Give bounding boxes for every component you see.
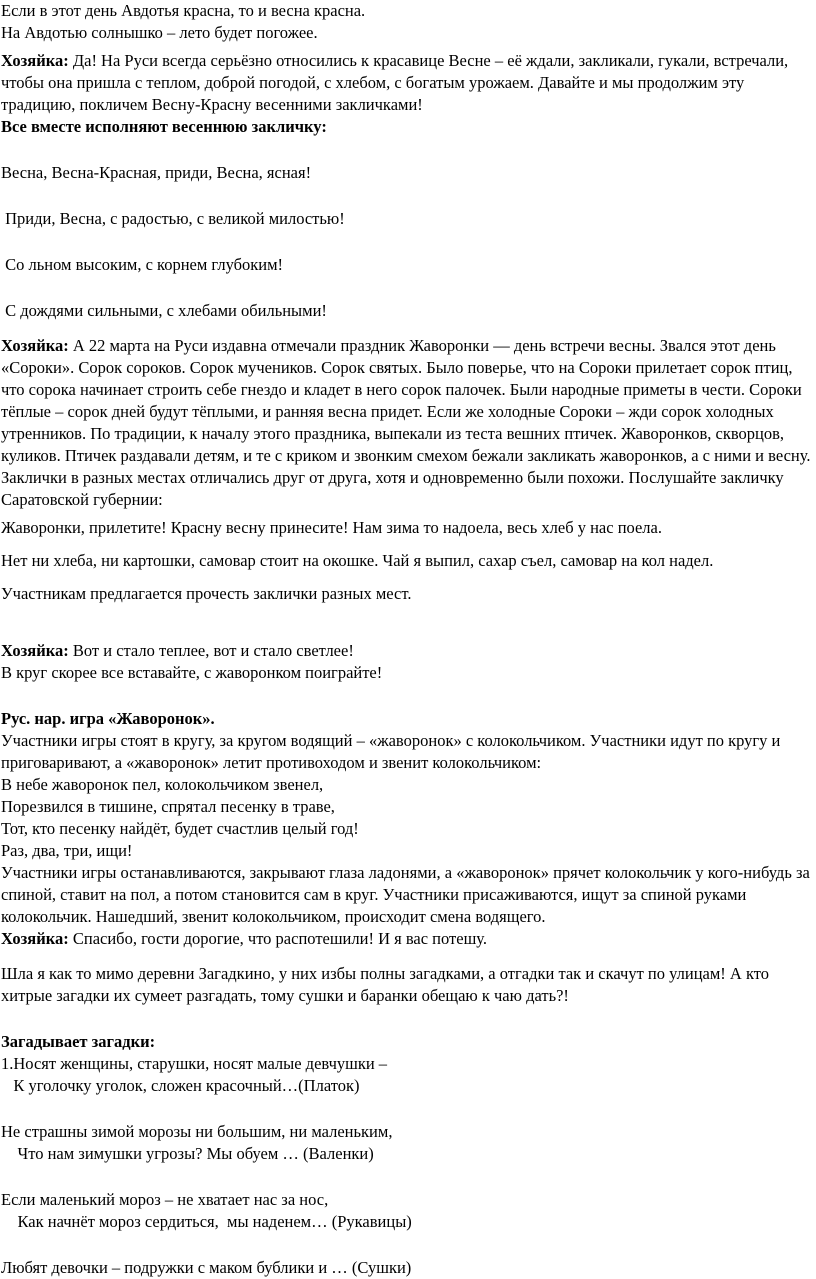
text-line: В круг скорее все вставайте, с жаворонком поиграйте! xyxy=(1,663,383,682)
verse-line: Порезвился в тишине, спрятал песенку в траве, xyxy=(1,797,335,816)
paragraph xyxy=(1,928,813,950)
paragraph-text: Да! На Руси всегда серьёзно относились к красавице Весне – её ждали, закликали, гукали, встречали, чтобы она пришла с теплом, доброй погодой, с хлебом, с богатым урожаем. Давайте и мы продолжим эту традицию, покличем Весну-Красну весенними закличками! xyxy=(1,51,789,114)
riddle-line: К уголочку уголок, сложен красочный…(Платок) xyxy=(1,1076,360,1095)
paragraph xyxy=(1,640,813,662)
text-line: На Авдотью солнышко – лето будет погожее. xyxy=(1,23,318,42)
verse-line: В небе жаворонок пел, колокольчиком звенел, xyxy=(1,775,324,794)
text-line: Если в этот день Авдотья красна, то и весна красна. xyxy=(1,1,366,20)
speaker-label: Хозяйка: xyxy=(1,929,69,948)
riddle-line: Не страшны зимой морозы ни большим, ни маленьким, xyxy=(1,1122,393,1141)
text-line: Участникам предлагается прочесть заклички разных мест. xyxy=(1,584,412,603)
verse-line: Со льном высоким, с корнем глубоким! xyxy=(1,255,284,274)
riddles-title: Загадывает загадки: xyxy=(1,1032,156,1051)
verse-line: Весна, Весна-Красная, приди, Весна, ясная! xyxy=(1,163,312,182)
document-page xyxy=(1,0,813,1279)
paragraph xyxy=(1,50,813,116)
stage-direction: Все вместе исполняют весеннюю закличку: xyxy=(1,117,327,136)
riddle-line: Как начнёт мороз сердиться, мы наденем… (Рукавицы) xyxy=(1,1212,412,1231)
game-title: Рус. нар. игра «Жаворонок». xyxy=(1,709,215,728)
riddle-line: 1.Носят женщины, старушки, носят малые девчушки – xyxy=(1,1054,388,1073)
zaklichka-line: Жаворонки, прилетите! Красну весну принесите! Нам зима то надоела, весь хлеб у нас поела. xyxy=(1,518,662,537)
zaklichka-line: Нет ни хлеба, ни картошки, самовар стоит на окошке. Чай я выпил, сахар съел, самовар на кол надел. xyxy=(1,551,714,570)
riddle-line: Любят девочки – подружки с маком бублики и … (Сушки) xyxy=(1,1258,412,1277)
riddle-line: Что нам зимушки угрозы? Мы обуем … (Валенки) xyxy=(1,1144,374,1163)
verse-line: Тот, кто песенку найдёт, будет счастлив целый год! xyxy=(1,819,359,838)
paragraph xyxy=(1,335,813,511)
paragraph-text: А 22 марта на Руси издавна отмечали праздник Жаворонки — день встречи весны. Звался этот день «Сороки». Сорок сороков. Сорок мучеников. Сорок святых. Было поверье, что на Сороки прилетает сорок птиц, что сорока начинает строить себе гнездо и кладет в него сорок палочек. Были народные приметы в чести. Сороки тёплые – сорок дней будут тёплыми, и ранняя весна придет. Если же холодные Сороки – жди сорок холодных утренников. По традиции, к началу этого праздника, выпекали из теста вешних птичек. Жаворонков, скворцов, куликов. Птичек раздавали детям, и те с криком и звонким смехом бежали закликать жаворонков, а с ними и весну. Заклички в разных местах отличались друг от друга, хотя и одновременно были похожи. Послушайте закличку Саратовской губернии: xyxy=(1,336,811,509)
paragraph: Участники игры стоят в кругу, за кругом водящий – «жаворонок» с колокольчиком. Участники идут по кругу и приговаривают, а «жаворонок» летит противоходом и звенит колокольчиком: xyxy=(1,731,781,772)
verse-line: С дождями сильными, с хлебами обильными! xyxy=(1,301,327,320)
riddle-line: Если маленький мороз – не хватает нас за нос, xyxy=(1,1190,329,1209)
paragraph: Шла я как то мимо деревни Загадкино, у них избы полны загадками, а отгадки так и скачут по улицам! А кто хитрые загадки их сумеет разгадать, тому сушки и баранки обещаю к чаю дать?! xyxy=(1,964,769,1005)
paragraph-text: Спасибо, гости дорогие, что распотешили! И я вас потешу. xyxy=(68,929,487,948)
speaker-label: Хозяйка: xyxy=(1,336,69,355)
paragraph-text: Вот и стало теплее, вот и стало светлее! xyxy=(68,641,354,660)
verse-line: Раз, два, три, ищи! xyxy=(1,841,133,860)
speaker-label: Хозяйка: xyxy=(1,51,69,70)
verse-line: Приди, Весна, с радостью, с великой милостью! xyxy=(1,209,345,228)
speaker-label: Хозяйка: xyxy=(1,641,69,660)
paragraph: Участники игры останавливаются, закрывают глаза ладонями, а «жаворонок» прячет колокольчик у кого-нибудь за спиной, ставит на пол, а потом становится сам в круг. Участники присаживаются, ищут за спиной руками колокольчик. Нашедший, звенит колокольчиком, происходит смена водящего. xyxy=(1,863,810,926)
